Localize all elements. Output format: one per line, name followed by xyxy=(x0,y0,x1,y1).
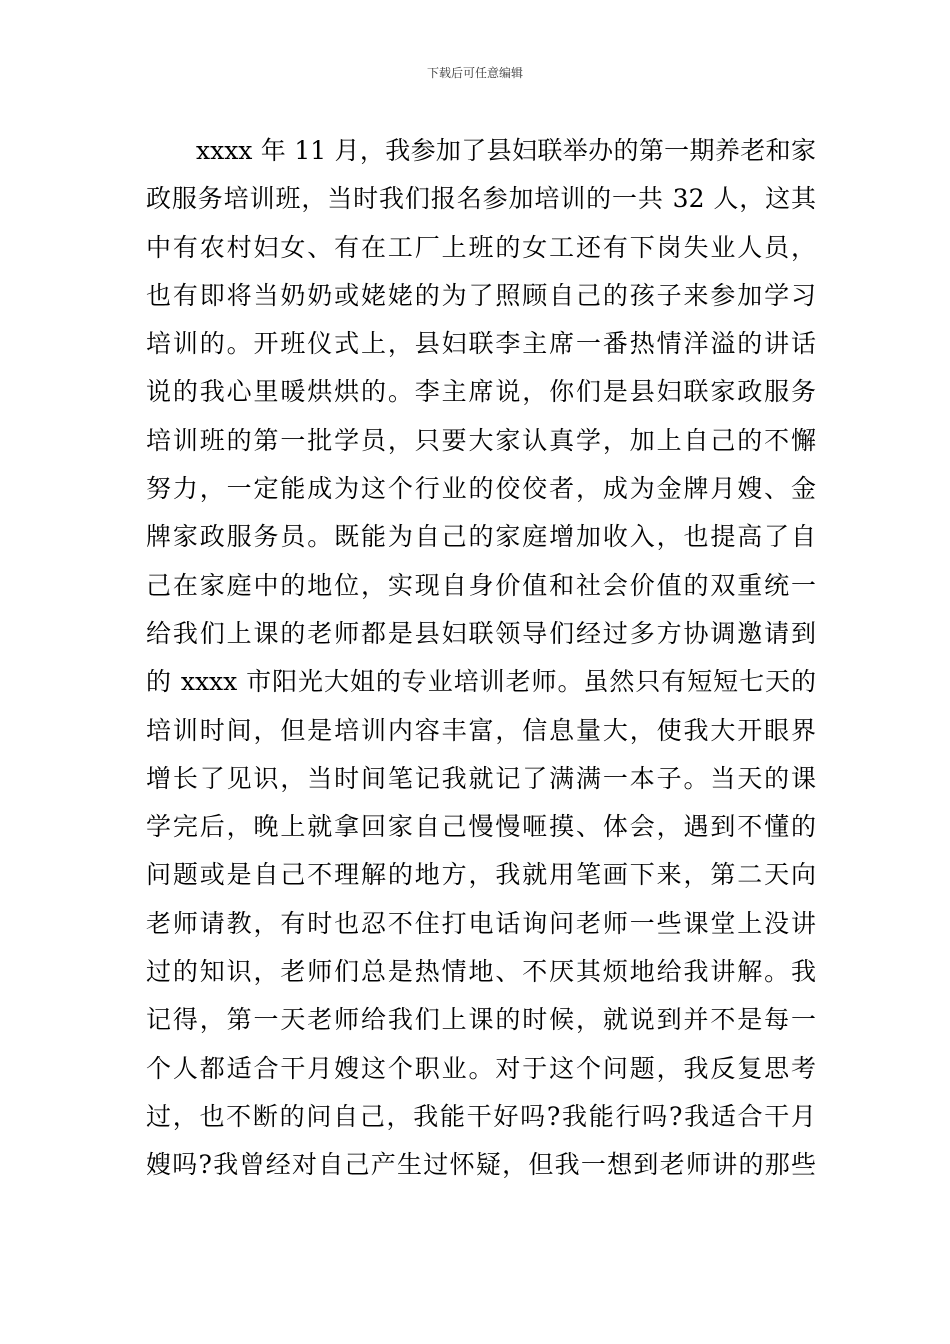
text-line-4: 也有即将当奶奶或姥姥的为了照顾自己的孩子来参加学习 xyxy=(146,280,816,310)
text-line-20: 个人都适合干月嫂这个职业。对于这个问题，我反复思考 xyxy=(146,1053,816,1083)
text-line-14: 增长了见识，当时间笔记我就记了满满一本子。当天的课 xyxy=(146,763,816,793)
text-line-18: 过的知识，老师们总是热情地、不厌其烦地给我讲解。我 xyxy=(146,957,816,987)
text-line-12: 的 xxxx 市阳光大姐的专业培训老师。虽然只有短短七天的 xyxy=(146,667,816,697)
text-line-3: 中有农村妇女、有在工厂上班的女工还有下岗失业人员， xyxy=(146,232,816,262)
text-line-9: 牌家政服务员。既能为自己的家庭增加收入，也提高了自 xyxy=(146,522,816,552)
text-line-19: 记得，第一天老师给我们上课的时候，就说到并不是每一 xyxy=(146,1005,816,1035)
text-line-6: 说的我心里暖烘烘的。李主席说，你们是县妇联家政服务 xyxy=(146,377,816,407)
text-line-17: 老师请教，有时也忍不住打电话询问老师一些课堂上没讲 xyxy=(146,908,816,938)
text-line-16: 问题或是自己不理解的地方，我就用笔画下来，第二天向 xyxy=(146,860,816,890)
text-line-7: 培训班的第一批学员，只要大家认真学，加上自己的不懈 xyxy=(146,425,816,455)
text-line-13: 培训时间，但是培训内容丰富，信息量大，使我大开眼界 xyxy=(146,715,816,745)
text-line-11: 给我们上课的老师都是县妇联领导们经过多方协调邀请到 xyxy=(146,618,816,648)
text-line-21: 过，也不断的问自己，我能干好吗?我能行吗?我适合干月 xyxy=(146,1101,816,1131)
text-line-5: 培训的。开班仪式上，县妇联李主席一番热情洋溢的讲话 xyxy=(146,329,816,359)
text-line-22: 嫂吗?我曾经对自己产生过怀疑，但我一想到老师讲的那些 xyxy=(146,1150,816,1180)
text-line-2: 政服务培训班，当时我们报名参加培训的一共 32 人，这其 xyxy=(146,184,816,214)
body-paragraph xyxy=(146,127,816,1190)
text-line-1: xxxx 年 11 月，我参加了县妇联举办的第一期养老和家 xyxy=(196,136,816,165)
download-note: 下载后可任意编辑 xyxy=(426,66,523,80)
text-line-10: 己在家庭中的地位，实现自身价值和社会价值的双重统一 xyxy=(146,570,816,600)
text-line-8: 努力，一定能成为这个行业的佼佼者，成为金牌月嫂、金 xyxy=(146,474,816,504)
text-line-15: 学完后，晚上就拿回家自己慢慢咂摸、体会，遇到不懂的 xyxy=(146,812,816,842)
